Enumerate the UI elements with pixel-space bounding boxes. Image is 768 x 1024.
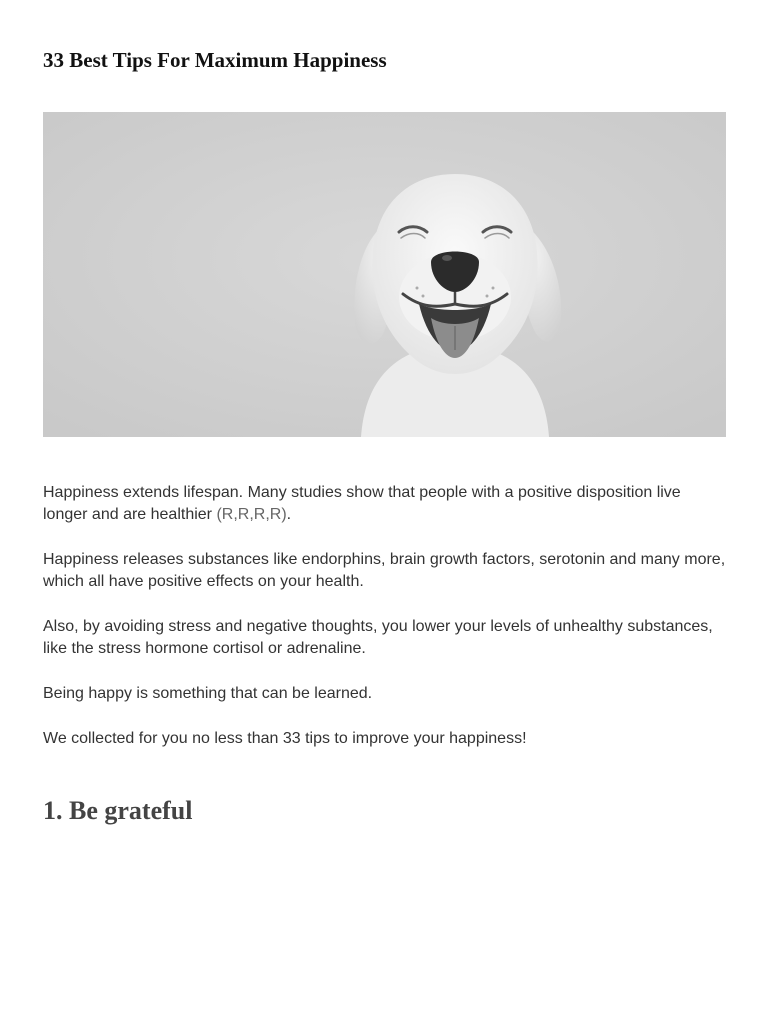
article-title: 33 Best Tips For Maximum Happiness [43, 48, 387, 72]
section-heading-grateful: 1. Be grateful [43, 796, 193, 825]
paragraph-learned: Being happy is something that can be learned. [43, 685, 373, 702]
reference-links[interactable]: (R,R,R,R) [216, 506, 287, 523]
paragraph-lifespan-end: . [286, 506, 292, 523]
smiling-dog-illustration [43, 112, 726, 437]
article-body [43, 482, 727, 773]
paragraph-stress: Also, by avoiding stress and negative thoughts, you lower your levels of unhealthy substances, like the stress hormone cortisol or adrenaline. [43, 618, 713, 657]
paragraph-substances: Happiness releases substances like endorphins, brain growth factors, serotonin and many more, which all have positive effects on your health. [43, 551, 726, 590]
paragraph-tips-intro: We collected for you no less than 33 tips to improve your happiness! [43, 730, 527, 747]
hero-image [43, 112, 726, 437]
paragraph-lifespan-text: Happiness extends lifespan. Many studies show that people with a positive disposition live longer and are healthier [43, 484, 681, 523]
paragraph-lifespan [43, 482, 727, 526]
